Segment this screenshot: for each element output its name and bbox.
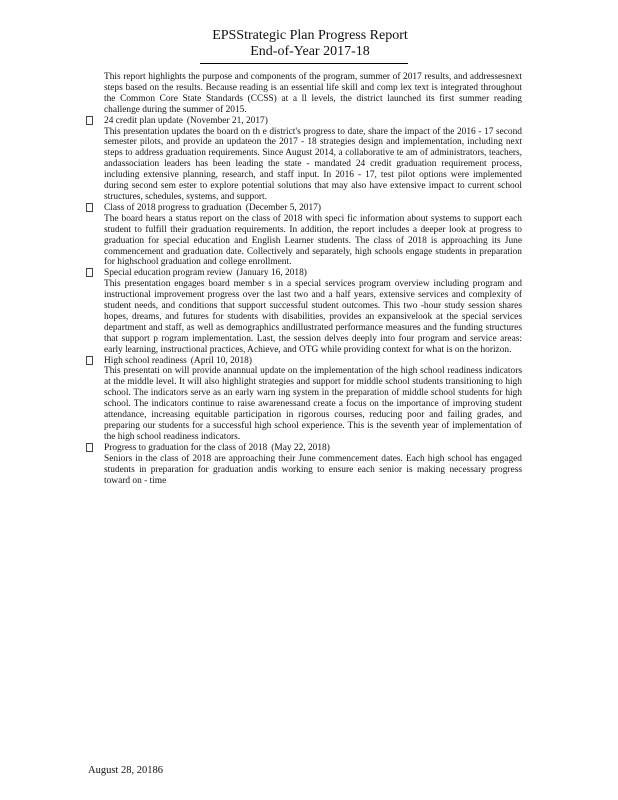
bullet-box-icon (86, 203, 93, 212)
list-item (104, 443, 522, 487)
item-date: (January 16, 2018) (236, 268, 307, 279)
item-body: This presentati on will provide anannual update on the implementation of the high school readiness indicators at the middle level. It will also highlight strategies and support for middle school students transitioning to high school. The indicators serve as an early warn ing system in the preparation of middle school students for high school. The indicators continue to raise awarenessand create a focus on the importance of improving student attendance, increasing equitable participation in rigorous courses, reducing poor and failing grades, and preparing our students for a successful high school experience. This is the seventh year of implementation of the high school readiness indicators. (104, 366, 522, 442)
intro-paragraph: This report highlights the purpose and components of the program, summer of 2017 results, and addressesnext steps based on the results. Because reading is an essential life skill and comp lex text is integrated throughout the Common Core State Standards (CCSS) at a ll levels, the district launched its first summer reading challenge during the summer of 2015. (104, 72, 522, 115)
item-title: 24 credit plan update (104, 115, 183, 126)
list-item (104, 116, 522, 203)
item-body: This presentation engages board member s in a special services program overview including program and instructional improvement progress over the last two and a half years, extensive services and complexity of student needs, and conditions that support successful student outcomes. This two -hour study session shares hopes, dreams, and futures for students with disabilities, provides an expansivelook at the special services department and staff, as well as demographics andillustrated performance measures and the funding structures that support p rogram implementation. Last, the session delves deeply into four program and service areas: early learning, instructional practices, Achieve, and OTG while providing context for what is on the horizon. (104, 279, 522, 355)
report-title: EPSStrategic Plan Progress Report (212, 28, 408, 43)
list-item (104, 268, 522, 355)
report-header (150, 28, 470, 60)
item-date: (December 5, 2017) (245, 202, 321, 213)
bullet-box-icon (86, 356, 93, 365)
item-body: This presentation updates the board on th e district's progress to date, share the impact of the 2016 - 17 second semester pilots, and provide an updateon the 2017 - 18 strategies design and implementation, including next steps to address graduation requirements. Since August 2014, a collaborative te am of administrators, teachers, andassociation leaders has been leading the state - mandated 24 credit graduation requirement process, including extensive planning, research, and staff input. In 2016 - 17, test pilot options were implemented during second sem ester to explore potential solutions that may also have extensive impact to current school structures, schedules, systems, and support. (104, 126, 522, 202)
item-body: The board hears a status report on the class of 2018 with speci fic information about systems to support each student to fulfill their graduation requirements. In addition, the report includes a deeper look at progress to graduation for special education and English Learner students. The class of 2018 is approaching its June commencement and graduation date. Collectively and separately, high schools engage students in preparation for highschool graduation and college enrollment. (104, 213, 522, 268)
list-item (104, 356, 522, 443)
item-title: High school readiness (104, 355, 187, 366)
list-item (104, 203, 522, 268)
bullet-box-icon (86, 116, 93, 125)
report-subtitle: End-of-Year 2017-18 (250, 44, 370, 59)
report-content (104, 72, 522, 486)
item-heading (104, 116, 522, 127)
item-heading (104, 268, 522, 279)
item-date: (April 10, 2018) (190, 355, 252, 366)
item-heading (104, 356, 522, 367)
item-heading (104, 443, 522, 454)
item-title: Progress to graduation for the class of 2018 (104, 442, 268, 453)
bullet-box-icon (86, 443, 93, 452)
bullet-box-icon (86, 268, 93, 277)
item-date: (May 22, 2018) (271, 442, 330, 453)
item-body: Seniors in the class of 2018 are approaching their June commencement dates. Each high school has engaged students in preparation for graduation andis working to ensure each senior is making necessary progress toward on - time (104, 453, 522, 486)
item-title: Class of 2018 progress to graduation (104, 202, 242, 213)
item-heading (104, 203, 522, 214)
page-footer: August 28, 20186 (88, 765, 163, 776)
item-title: Special education program review (104, 268, 233, 279)
item-date: (November 21, 2017) (186, 115, 268, 126)
header-rule (200, 63, 408, 64)
